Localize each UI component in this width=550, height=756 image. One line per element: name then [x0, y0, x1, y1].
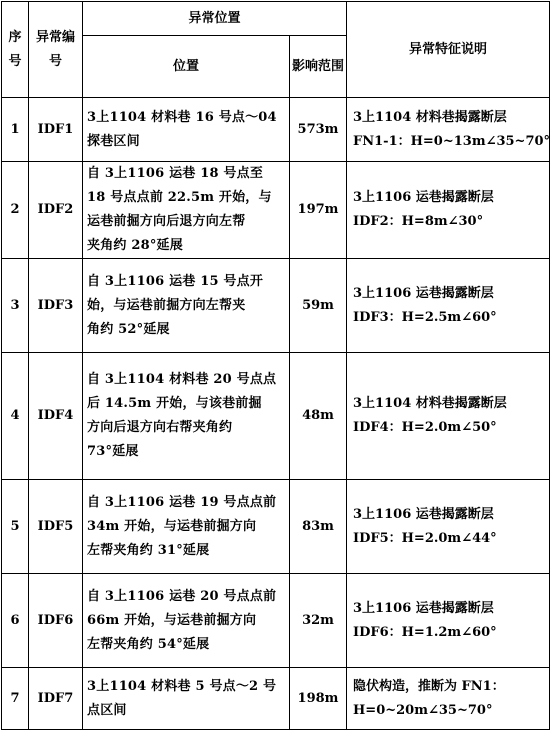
- location-line: 方向后退方向右帮夹角约: [87, 420, 233, 435]
- table-row: [2, 162, 550, 259]
- row-description-cell: [347, 480, 550, 574]
- description-line: 3上1106 运巷揭露断层: [353, 285, 494, 301]
- header-position: [83, 36, 290, 98]
- row-index: 1: [10, 121, 20, 137]
- header-range: [290, 36, 347, 98]
- description-line: 3上1106 运巷揭露断层: [353, 190, 494, 205]
- location-line: 角约 52°延展: [87, 321, 170, 337]
- row-range: 197m: [297, 202, 339, 217]
- row-location-cell: [83, 668, 290, 730]
- table-row: [2, 574, 550, 668]
- table-row: [2, 259, 550, 353]
- table-row: [2, 480, 550, 574]
- description-line: H=0~20m∠35~70°: [353, 702, 493, 718]
- location-line: 始，与运巷前掘方向左帮夹: [87, 297, 246, 313]
- header-code-label: 异常编号: [35, 29, 75, 69]
- row-location-cell: [83, 353, 290, 480]
- description-line: IDF6：H=1.2m∠60°: [353, 624, 497, 640]
- location-line: 点区间: [87, 702, 127, 718]
- row-code: IDF3: [37, 297, 74, 313]
- location-line: 3上1104 材料巷 5 号点～2 号: [87, 678, 277, 694]
- location-line: 66m 开始，与运巷前掘方向: [87, 612, 257, 628]
- table-row: [2, 98, 550, 162]
- description-line: IDF4：H=2.0m∠50°: [353, 420, 497, 435]
- row-index-cell: [2, 162, 29, 259]
- description-line: IDF3：H=2.5m∠60°: [353, 309, 497, 325]
- row-code-cell: [29, 480, 83, 574]
- location-line: 自 3上1106 运巷 15 号点开: [87, 273, 264, 289]
- location-line: 34m 开始，与运巷前掘方向: [87, 518, 257, 534]
- header-index-label: 序号: [8, 29, 22, 69]
- row-index: 7: [10, 690, 20, 706]
- row-location-cell: [83, 162, 290, 259]
- location-line: 自 3上1106 运巷 20 号点点前: [87, 588, 277, 604]
- row-code-cell: [29, 353, 83, 480]
- location-line: 自 3上1106 运巷 19 号点点前: [87, 494, 277, 510]
- header-position-group: [83, 2, 347, 36]
- row-description-cell: [347, 668, 550, 730]
- location-line: 3上1104 材料巷 16 号点～04: [87, 109, 277, 125]
- row-index: 3: [10, 297, 20, 313]
- row-index: 2: [10, 202, 20, 217]
- location-line: 左帮夹角约 31°延展: [87, 542, 210, 558]
- row-range-cell: [290, 98, 347, 162]
- row-range-cell: [290, 259, 347, 353]
- row-code: IDF4: [37, 408, 74, 423]
- row-index-cell: [2, 574, 29, 668]
- row-location-cell: [83, 259, 290, 353]
- row-index-cell: [2, 668, 29, 730]
- row-location-cell: [83, 574, 290, 668]
- row-description-cell: [347, 259, 550, 353]
- description-line: IDF5：H=2.0m∠44°: [353, 530, 497, 546]
- row-index: 6: [10, 612, 20, 628]
- location-line: 左帮夹角约 54°延展: [87, 636, 210, 652]
- header-index: [2, 2, 29, 98]
- location-line: 夹角约 28°延展: [87, 238, 183, 253]
- row-index-cell: [2, 353, 29, 480]
- row-code-cell: [29, 259, 83, 353]
- row-range-cell: [290, 480, 347, 574]
- row-code: IDF2: [37, 202, 74, 217]
- table-body: [2, 98, 550, 730]
- row-description-cell: [347, 574, 550, 668]
- header-description-label: 异常特征说明: [409, 41, 488, 57]
- row-index: 5: [10, 518, 20, 534]
- anomaly-table: [1, 1, 550, 730]
- row-code-cell: [29, 574, 83, 668]
- row-range-cell: [290, 353, 347, 480]
- row-range: 59m: [302, 297, 334, 313]
- row-code: IDF1: [37, 121, 74, 137]
- row-code: IDF6: [37, 612, 74, 628]
- row-code-cell: [29, 98, 83, 162]
- description-line: 3上1106 运巷揭露断层: [353, 506, 494, 522]
- row-range: 48m: [302, 408, 334, 423]
- location-line: 73°延展: [87, 444, 139, 459]
- row-range: 32m: [302, 612, 334, 628]
- row-description-cell: [347, 353, 550, 480]
- description-line: 3上1106 运巷揭露断层: [353, 600, 494, 616]
- row-index-cell: [2, 259, 29, 353]
- row-code: IDF5: [37, 518, 74, 534]
- location-line: 自 3上1104 材料巷 20 号点点: [87, 372, 277, 387]
- table-row: [2, 668, 550, 730]
- row-code-cell: [29, 162, 83, 259]
- table-row: [2, 353, 550, 480]
- row-index-cell: [2, 480, 29, 574]
- location-line: 运巷前掘方向后退方向左帮: [87, 214, 246, 229]
- row-range: 573m: [297, 121, 339, 137]
- description-line: IDF2：H=8m∠30°: [353, 214, 484, 229]
- description-line: 3上1104 材料巷揭露断层: [353, 396, 507, 411]
- row-range-cell: [290, 668, 347, 730]
- row-description-cell: [347, 162, 550, 259]
- row-code-cell: [29, 668, 83, 730]
- location-line: 探巷区间: [87, 133, 140, 149]
- header-position-label: 位置: [172, 58, 199, 74]
- row-range: 198m: [297, 690, 339, 706]
- row-index-cell: [2, 98, 29, 162]
- row-description-cell: [347, 98, 550, 162]
- header-code: [29, 2, 83, 98]
- description-line: 3上1104 材料巷揭露断层: [353, 109, 507, 125]
- row-range-cell: [290, 162, 347, 259]
- row-location-cell: [83, 480, 290, 574]
- header-range-label: 影响范围: [292, 58, 345, 74]
- row-range-cell: [290, 574, 347, 668]
- header-position-group-label: 异常位置: [188, 10, 241, 26]
- row-range: 83m: [302, 518, 334, 534]
- description-line: FN1-1：H=0~13m∠35~70°: [353, 133, 550, 149]
- row-location-cell: [83, 98, 290, 162]
- header-description: [347, 2, 550, 98]
- row-index: 4: [10, 408, 20, 423]
- location-line: 18 号点点前 22.5m 开始，与: [87, 190, 272, 205]
- location-line: 自 3上1106 运巷 18 号点至: [87, 166, 264, 181]
- row-code: IDF7: [37, 690, 74, 706]
- description-line: 隐伏构造，推断为 FN1：: [353, 678, 505, 694]
- location-line: 后 14.5m 开始，与该巷前掘: [87, 396, 262, 411]
